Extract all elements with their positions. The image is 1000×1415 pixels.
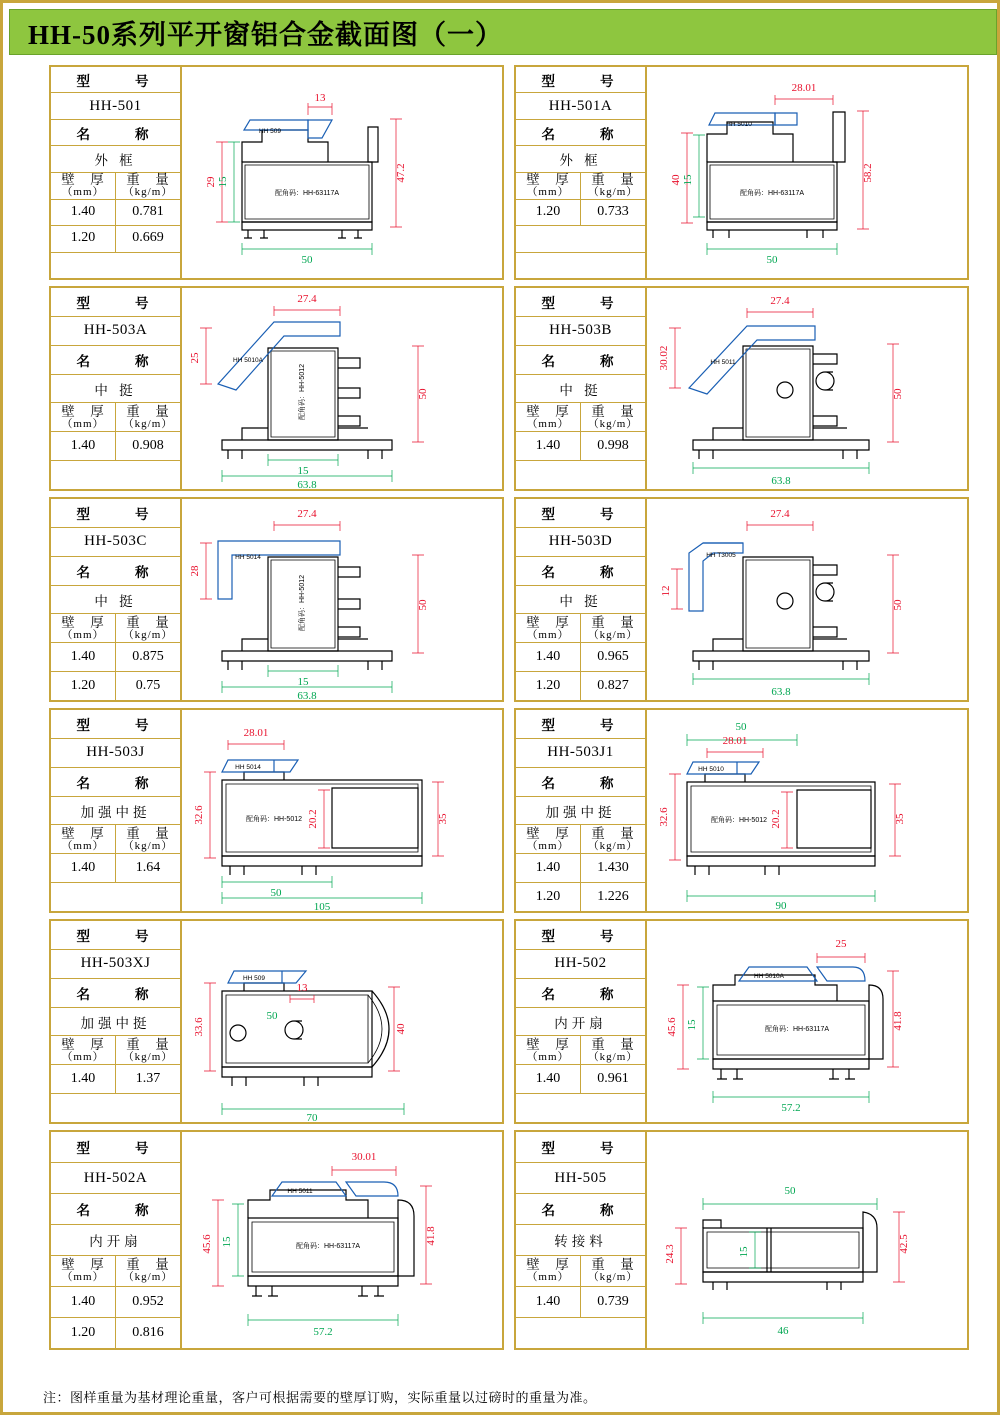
thickness-value: 1.40 (51, 432, 116, 460)
weight-value: 0.669 (132, 230, 164, 246)
weight-value: 0.908 (132, 437, 164, 453)
accessory-code: 配角码：HH-63117A (739, 190, 805, 197)
spec-table (51, 710, 182, 911)
spec-blank-row (516, 461, 645, 489)
dim-label: 28 (189, 565, 201, 577)
spec-data-row (51, 432, 180, 461)
weight-value: 0.827 (597, 677, 629, 693)
spec-data-row (51, 200, 180, 226)
spec-model-header: 型 号 (51, 288, 180, 317)
dim-label: 27.4 (297, 508, 317, 520)
dim-label: 40 (395, 1023, 407, 1035)
spec-units-row (516, 403, 645, 432)
spec-blank-row (51, 1094, 180, 1122)
spec-model-value: HH-501A (516, 93, 645, 119)
dim-label: 63.8 (297, 690, 317, 701)
spec-thickness-header-cell: 壁 厚 （mm） (516, 1256, 581, 1286)
dim-label: 41.8 (892, 1011, 904, 1031)
spec-data-row (51, 1318, 180, 1348)
spec-table (51, 288, 182, 489)
spec-weight-header-cell: 重 量 （kg/m） (122, 614, 174, 641)
profile-drawing (182, 710, 502, 911)
spec-name-header: 名 称 (51, 768, 180, 797)
spec-model-value: HH-503B (516, 317, 645, 346)
profile-drawing (647, 288, 967, 489)
spec-model-header: 型 号 (516, 67, 645, 93)
dim-label: 40 (670, 174, 682, 186)
dim-label: 15 (682, 174, 694, 186)
page-title: HH-50系列平开窗铝合金截面图（一） (28, 19, 503, 50)
spec-data-row (516, 1287, 645, 1318)
spec-thickness-header-cell: 壁 厚 （mm） (516, 173, 581, 199)
dim-label: 15 (217, 176, 229, 188)
accessory-code: 配角码：HH-5012 (245, 816, 303, 823)
thickness-value: 1.20 (51, 1318, 116, 1348)
profile-grid (9, 59, 995, 1379)
dim-label: 29 (205, 176, 217, 188)
spec-thickness-header-cell: 壁 厚 （mm） (516, 1036, 581, 1064)
thickness-value: 1.20 (51, 672, 116, 700)
accessory-code: 配角码：HH-63117A (295, 1243, 361, 1250)
profile-cell (49, 65, 504, 280)
spec-data-row (51, 854, 180, 883)
dim-label: 50 (784, 1185, 796, 1197)
profile-drawing (182, 921, 502, 1122)
dim-label: 13 (296, 982, 308, 994)
spec-name-header: 名 称 (516, 120, 645, 146)
dim-label: 25 (835, 938, 847, 950)
spec-name-value: 中 挺 (516, 586, 645, 615)
spec-data-row (516, 883, 645, 911)
spec-thickness-header-cell: 壁 厚 （mm） (51, 614, 116, 642)
spec-model-header: 型 号 (516, 499, 645, 528)
dim-label: 35 (437, 813, 449, 825)
dim-label: 57.2 (781, 1102, 801, 1114)
dim-label: 28.01 (243, 727, 269, 739)
profile-tag: HH 5011 (710, 359, 736, 366)
accessory-code: 配角码：HH-63117A (274, 190, 340, 197)
spec-weight-header-cell: 重 量 （kg/m） (122, 403, 174, 430)
dim-label: 46 (777, 1325, 789, 1337)
dim-label: 50 (417, 388, 429, 400)
spec-data-row (51, 226, 180, 252)
spec-weight-header-cell: 重 量 （kg/m） (587, 1257, 639, 1284)
weight-value: 0.961 (597, 1070, 629, 1086)
dim-label: 90 (775, 900, 787, 912)
spec-name-header: 名 称 (516, 979, 645, 1008)
spec-thickness-header-cell: 壁 厚 （mm） (516, 825, 581, 853)
dim-label: 50 (301, 254, 313, 266)
profile-drawing (182, 67, 502, 278)
spec-name-value: 转接料 (516, 1225, 645, 1256)
spec-table (516, 288, 647, 489)
spec-name-header: 名 称 (51, 979, 180, 1008)
thickness-value: 1.40 (516, 643, 581, 671)
spec-table (516, 921, 647, 1122)
weight-value: 0.998 (597, 437, 629, 453)
spec-model-header: 型 号 (516, 921, 645, 950)
dim-label: 28.01 (791, 82, 817, 94)
spec-blank-row (516, 253, 645, 278)
dim-label: 50 (766, 254, 778, 266)
spec-units-row (516, 1256, 645, 1287)
profile-cell (49, 286, 504, 491)
spec-name-value: 加强中挺 (516, 797, 645, 826)
spec-data-row (51, 672, 180, 700)
profile-drawing (647, 1132, 967, 1348)
spec-data-row (516, 200, 645, 226)
profile-cell (49, 1130, 504, 1350)
dim-label: 45.6 (666, 1017, 678, 1037)
spec-table (516, 67, 647, 278)
spec-blank-row (516, 1318, 645, 1348)
accessory-code: 配角码：HH-5012 (299, 574, 306, 632)
thickness-value: 1.40 (516, 432, 581, 460)
profile-tag: HH 5014 (235, 554, 261, 561)
dim-label: 35 (894, 813, 906, 825)
spec-data-row (51, 643, 180, 672)
thickness-value: 1.20 (516, 200, 581, 225)
spec-weight-header-cell: 重 量 （kg/m） (587, 171, 639, 199)
dim-label: 15 (297, 676, 309, 688)
weight-value: 0.733 (597, 203, 629, 219)
profile-cell (49, 497, 504, 702)
dim-label: 63.8 (771, 475, 791, 487)
weight-value: 0.816 (132, 1324, 164, 1340)
spec-blank-row (516, 1094, 645, 1122)
dim-label: 32.6 (658, 807, 670, 827)
spec-units-row (516, 825, 645, 854)
dim-label: 63.8 (771, 686, 791, 698)
spec-table (51, 1132, 182, 1348)
profile-cell (514, 497, 969, 702)
spec-units-row (51, 1036, 180, 1065)
spec-thickness-header-cell: 壁 厚 （mm） (51, 1036, 116, 1064)
spec-model-header: 型 号 (51, 67, 180, 93)
spec-model-header: 型 号 (51, 499, 180, 528)
spec-units-row (51, 403, 180, 432)
weight-value: 1.64 (135, 859, 161, 875)
profile-drawing (182, 288, 502, 489)
profile-cell (514, 708, 969, 913)
footnote: 注：图样重量为基材理论重量，客户可根据需要的壁厚订购，实际重量以过磅时的重量为准。 (43, 1390, 597, 1405)
spec-table (516, 710, 647, 911)
dim-label: 27.4 (770, 508, 790, 520)
spec-weight-header-cell: 重 量 （kg/m） (122, 1257, 174, 1284)
spec-units-row (516, 614, 645, 643)
spec-model-value: HH-503XJ (51, 950, 180, 979)
spec-model-value: HH-503J (51, 739, 180, 768)
thickness-value: 1.40 (51, 1287, 116, 1317)
spec-table (51, 67, 182, 278)
spec-name-header: 名 称 (51, 1194, 180, 1225)
spec-name-header: 名 称 (516, 557, 645, 586)
profile-drawing (647, 499, 967, 700)
spec-name-value: 外 框 (51, 146, 180, 172)
dim-label: 105 (313, 901, 331, 912)
profile-tag: HH 5014 (235, 764, 261, 771)
spec-model-value: HH-502 (516, 950, 645, 979)
spec-name-value: 加强中挺 (51, 797, 180, 826)
spec-name-header: 名 称 (51, 346, 180, 375)
spec-name-value: 外 框 (516, 146, 645, 172)
spec-data-row (516, 643, 645, 672)
spec-thickness-header-cell: 壁 厚 （mm） (51, 403, 116, 431)
profile-cell (514, 1130, 969, 1350)
accessory-code: 配角码：HH-5012 (299, 363, 306, 421)
thickness-value: 1.40 (51, 200, 116, 225)
weight-value: 0.952 (132, 1293, 164, 1309)
spec-data-row (51, 1065, 180, 1094)
dim-label: 20.2 (770, 809, 782, 829)
weight-value: 0.965 (597, 648, 629, 664)
dim-label: 50 (735, 721, 747, 733)
profile-drawing (647, 921, 967, 1122)
profile-tag: HH T3005 (706, 552, 736, 559)
weight-value: 0.739 (597, 1293, 629, 1309)
spec-data-row (516, 1065, 645, 1094)
dim-label: 50 (892, 388, 904, 400)
spec-model-value: HH-503J1 (516, 739, 645, 768)
thickness-value: 1.40 (516, 854, 581, 882)
weight-value: 1.226 (597, 888, 629, 904)
profile-tag: HH 509 (258, 128, 282, 135)
spec-units-row (516, 173, 645, 200)
spec-thickness-header-cell: 壁 厚 （mm） (516, 614, 581, 642)
profile-cell (514, 65, 969, 280)
profile-cell (514, 286, 969, 491)
spec-weight-header-cell: 重 量 （kg/m） (587, 403, 639, 430)
spec-data-row (516, 432, 645, 461)
dim-label: 30.02 (658, 345, 670, 371)
spec-blank-row (516, 226, 645, 252)
spec-name-header: 名 称 (51, 557, 180, 586)
profile-drawing (647, 67, 967, 278)
spec-weight-header-cell: 重 量 （kg/m） (122, 171, 174, 199)
dim-label: 41.8 (425, 1226, 437, 1246)
dim-label: 50 (417, 599, 429, 611)
dim-label: 47.2 (395, 163, 407, 183)
profile-cell (49, 708, 504, 913)
spec-table (51, 499, 182, 700)
spec-name-value: 内开扇 (51, 1225, 180, 1256)
spec-thickness-header-cell: 壁 厚 （mm） (51, 173, 116, 199)
thickness-value: 1.40 (51, 1065, 116, 1093)
dim-label: 50 (270, 887, 282, 899)
thickness-value: 1.20 (516, 883, 581, 911)
dim-label: 15 (738, 1246, 750, 1258)
weight-value: 0.781 (132, 203, 164, 219)
dim-label: 70 (306, 1112, 318, 1123)
dim-label: 12 (660, 585, 672, 597)
dim-label: 20.2 (307, 809, 319, 829)
dim-label: 50 (266, 1010, 278, 1022)
spec-weight-header-cell: 重 量 （kg/m） (122, 825, 174, 852)
spec-blank-row (51, 253, 180, 278)
dim-label: 15 (297, 465, 309, 477)
profile-tag: HH 5011 (287, 1188, 313, 1195)
spec-weight-header-cell: 重 量 （kg/m） (587, 825, 639, 852)
dim-label: 13 (314, 92, 326, 104)
spec-weight-header-cell: 重 量 （kg/m） (587, 614, 639, 641)
dim-label: 58.2 (862, 163, 874, 183)
spec-weight-header-cell: 重 量 （kg/m） (587, 1036, 639, 1063)
dim-label: 33.6 (193, 1017, 205, 1037)
spec-model-header: 型 号 (516, 288, 645, 317)
spec-units-row (51, 173, 180, 200)
thickness-value: 1.40 (51, 854, 116, 882)
thickness-value: 1.20 (516, 672, 581, 700)
profile-tag: HH 5010A (754, 973, 784, 980)
dim-label: 30.01 (351, 1151, 377, 1163)
thickness-value: 1.40 (516, 1287, 581, 1317)
spec-weight-header-cell: 重 量 （kg/m） (122, 1036, 174, 1063)
spec-thickness-header-cell: 壁 厚 （mm） (51, 825, 116, 853)
spec-units-row (51, 614, 180, 643)
dim-label: 57.2 (313, 1326, 333, 1338)
dim-label: 25 (189, 352, 201, 364)
dim-label: 27.4 (297, 293, 317, 305)
spec-name-value: 中 挺 (51, 375, 180, 404)
weight-value: 1.37 (135, 1070, 161, 1086)
dim-label: 28.01 (722, 735, 748, 747)
profile-tag: HH 509 (242, 975, 266, 982)
spec-model-value: HH-501 (51, 93, 180, 119)
accessory-code: 配角码：HH-5012 (710, 817, 768, 824)
spec-table (516, 1132, 647, 1348)
title-bar (9, 9, 997, 55)
spec-name-header: 名 称 (516, 768, 645, 797)
dim-label: 42.5 (898, 1234, 910, 1254)
profile-cell (49, 919, 504, 1124)
dim-label: 32.6 (193, 805, 205, 825)
spec-name-header: 名 称 (516, 346, 645, 375)
spec-data-row (51, 1287, 180, 1318)
profile-drawing (647, 710, 967, 911)
profile-drawing (182, 499, 502, 700)
spec-model-header: 型 号 (51, 1132, 180, 1163)
dim-label: 50 (892, 599, 904, 611)
profile-tag: HH 5010 (698, 766, 724, 773)
spec-table (516, 499, 647, 700)
thickness-value: 1.20 (51, 226, 116, 251)
profile-drawing (182, 1132, 502, 1348)
accessory-code: 配角码：HH-63117A (764, 1026, 830, 1033)
spec-units-row (51, 825, 180, 854)
dim-label: 15 (686, 1019, 698, 1031)
dim-label: 27.4 (770, 295, 790, 307)
spec-name-value: 中 挺 (516, 375, 645, 404)
spec-model-header: 型 号 (51, 921, 180, 950)
dim-label: 45.6 (201, 1234, 213, 1254)
profile-cell (514, 919, 969, 1124)
spec-model-header: 型 号 (516, 710, 645, 739)
spec-model-header: 型 号 (516, 1132, 645, 1163)
spec-name-value: 内开扇 (516, 1008, 645, 1037)
spec-thickness-header-cell: 壁 厚 （mm） (51, 1256, 116, 1286)
thickness-value: 1.40 (51, 643, 116, 671)
dim-label: 63.8 (297, 479, 317, 490)
spec-model-value: HH-503D (516, 528, 645, 557)
spec-name-header: 名 称 (51, 120, 180, 146)
spec-table (51, 921, 182, 1122)
spec-model-value: HH-505 (516, 1163, 645, 1194)
spec-name-value: 加强中挺 (51, 1008, 180, 1037)
spec-units-row (51, 1256, 180, 1287)
dim-label: 24.3 (664, 1244, 676, 1264)
spec-model-value: HH-503C (51, 528, 180, 557)
spec-blank-row (51, 883, 180, 911)
profile-tag: HH 5010A (233, 357, 263, 364)
spec-units-row (516, 1036, 645, 1065)
spec-model-value: HH-503A (51, 317, 180, 346)
weight-value: 0.875 (132, 648, 164, 664)
spec-data-row (516, 854, 645, 883)
weight-value: 0.75 (135, 677, 161, 693)
spec-name-header: 名 称 (516, 1194, 645, 1225)
thickness-value: 1.40 (516, 1065, 581, 1093)
spec-model-header: 型 号 (51, 710, 180, 739)
spec-thickness-header-cell: 壁 厚 （mm） (516, 403, 581, 431)
spec-data-row (516, 672, 645, 700)
spec-name-value: 中 挺 (51, 586, 180, 615)
spec-model-value: HH-502A (51, 1163, 180, 1194)
weight-value: 1.430 (597, 859, 629, 875)
profile-tag: HH 5010 (726, 121, 752, 128)
spec-blank-row (51, 461, 180, 489)
dim-label: 15 (221, 1236, 233, 1248)
